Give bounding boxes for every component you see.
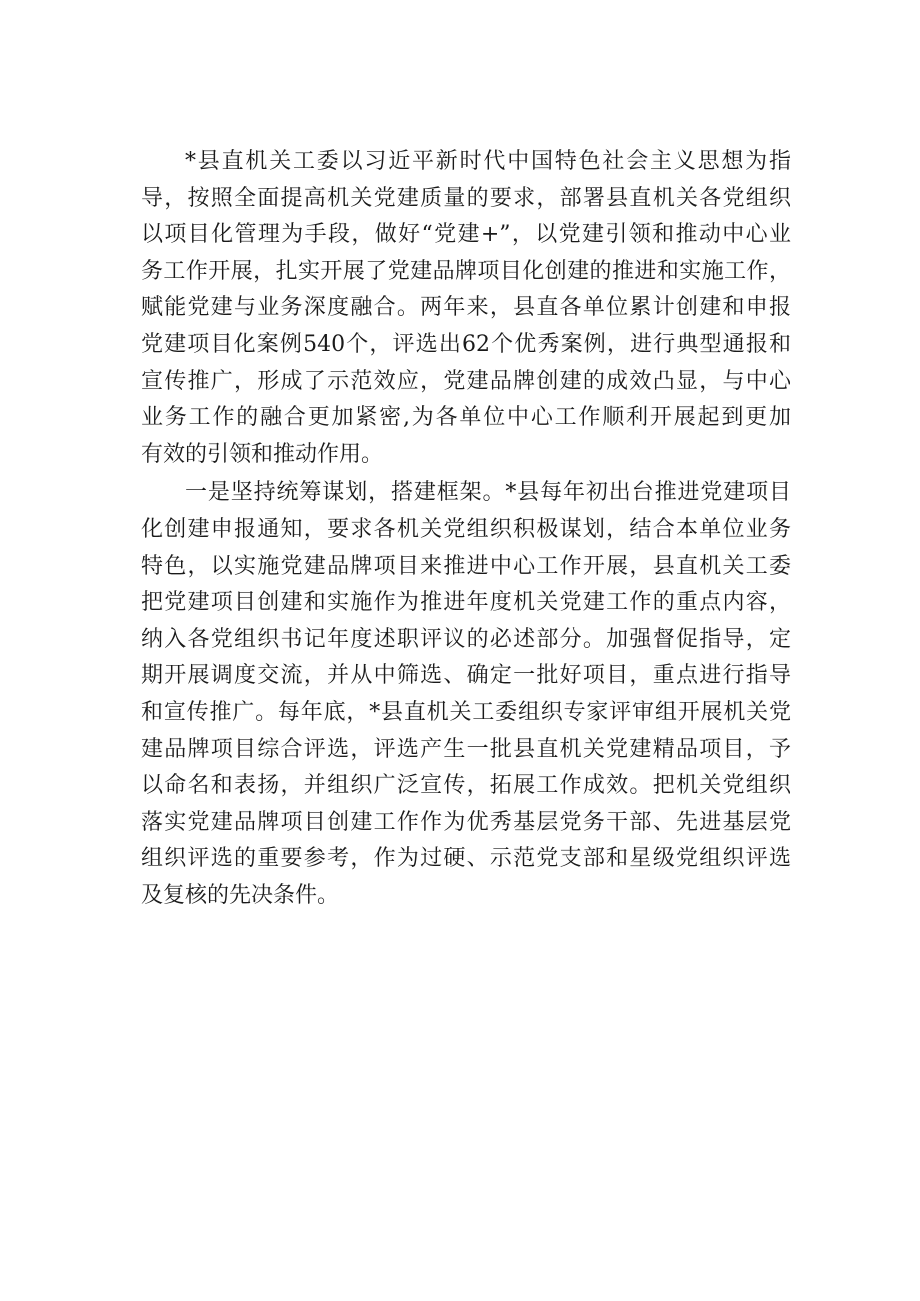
paragraph-planning [141,475,791,914]
text-line: 把党建项目创建和实施作为推进年度机关党建工作的重点内容， [141,590,791,616]
text-line: 以项目化管理为手段，做好“党建+”，以党建引领和推动中心业 [141,222,791,248]
text-line: 化创建申报通知，要求各机关党组织积极谋划，结合本单位业务 [141,516,791,542]
text-line: 党建项目化案例540个，评选出62个优秀案例，进行典型通报和 [141,331,791,357]
text-line: *县直机关工委以习近平新时代中国特色社会主义思想为指 [185,149,791,174]
text-line: 纳入各党组织书记年度述职评议的必述部分。加强督促指导，定 [141,626,791,652]
text-line: 有效的引领和推动作用。 [141,441,384,467]
text-line: 务工作开展，扎实开展了党建品牌项目化创建的推进和实施工作， [141,258,791,284]
text-line: 以命名和表扬，并组织广泛宣传，拓展工作成效。把机关党组织 [141,773,791,799]
text-line: 落实党建品牌项目创建工作作为优秀基层党务干部、先进基层党 [141,809,791,835]
text-line: 建品牌项目综合评选，评选产生一批县直机关党建精品项目，予 [141,736,791,762]
text-line: 期开展调度交流，并从中筛选、确定一批好项目，重点进行指导 [141,663,791,689]
text-line: 及复核的先决条件。 [141,882,340,908]
text-line: 和宣传推广。每年底，*县直机关工委组织专家评审组开展机关党 [141,699,791,725]
text-line: 业务工作的融合更加紧密,为各单位中心工作顺利开展起到更加 [141,405,791,431]
text-line: 一是坚持统筹谋划，搭建框架。*县每年初出台推进党建项目 [185,480,791,506]
text-line: 赋能党建与业务深度融合。两年来，县直各单位累计创建和申报 [141,295,791,321]
text-line: 宣传推广，形成了示范效应，党建品牌创建的成效凸显，与中心 [141,368,791,394]
text-line: 导，按照全面提高机关党建质量的要求，部署县直机关各党组织 [141,185,791,211]
document-body [141,144,791,914]
paragraph-overview [141,144,791,473]
text-line: 组织评选的重要参考，作为过硬、示范党支部和星级党组织评选 [141,846,791,872]
text-line: 特色，以实施党建品牌项目来推进中心工作开展，县直机关工委 [141,553,791,579]
